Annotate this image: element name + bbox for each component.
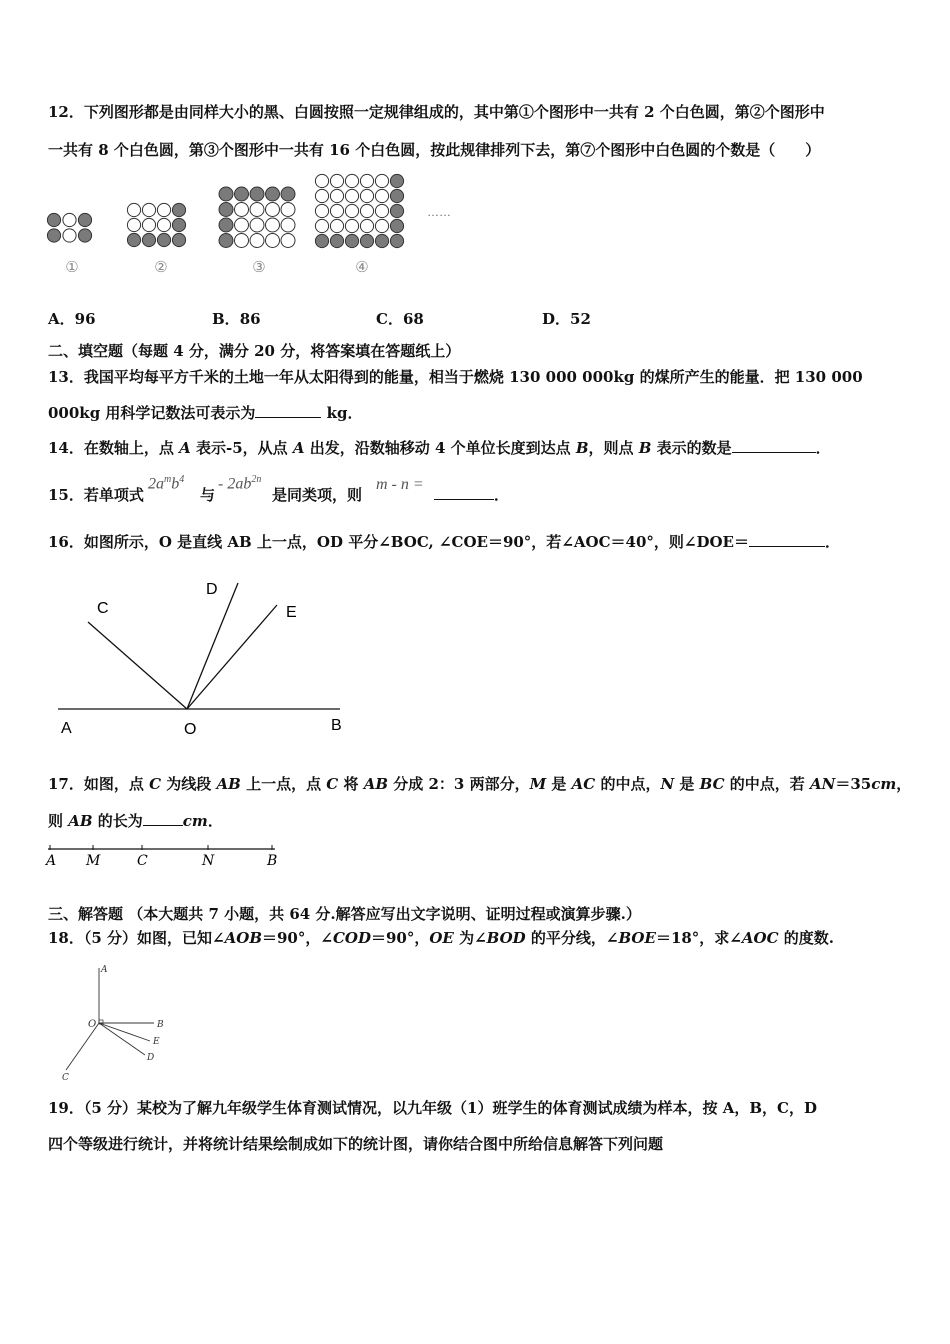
label-e: E [286,604,297,621]
q15-conjunction: 与 [200,486,216,504]
section2-heading: 二、填空题（每题 4 分，满分 20 分，将答案填在答题纸上） [48,342,461,360]
option-a: A．96 [48,310,96,328]
label-o: O [184,721,197,738]
ellipsis: …… [427,205,451,219]
label-a: A [61,720,72,737]
figure-label: ③ [252,259,266,276]
label-a: A [101,965,108,975]
q13-line2: 000kg 用科学记数法可表示为 kg． [48,404,363,422]
label-m: M [86,853,101,869]
q15-answer: ． [434,485,509,505]
label-e: E [153,1037,160,1047]
section3-heading: 三、解答题 （本大题共 7 小题，共 64 分.解答应写出文字说明、证明过程或演算步骤.） [48,905,641,923]
label-o: O [88,1019,97,1030]
q12-line1: 12．下列图形都是由同样大小的黑、白圆按照一定规律组成的，其中第①个图形中一共有 2 个白色圆，第②个图形中 [48,103,825,121]
figure-label: ① [65,259,79,276]
option-d: D．52 [542,310,591,328]
label-d: D [147,1053,155,1063]
q16-text: 16．如图所示，O 是直线 AB 上一点，OD 平分∠BOC, ∠COE＝90°，若∠AOC＝40°，则∠DOE＝ ． [48,533,840,551]
figure-label: ② [154,259,168,276]
label-d: D [206,581,218,598]
q17-line2: 则 AB 的长为 cm． [48,812,223,830]
option-c: C．68 [376,310,424,328]
label-n: N [202,853,215,869]
label-c: C [137,853,148,869]
label-b: B [267,853,278,869]
label-a: A [46,853,57,869]
label-c: C [62,1073,69,1083]
q18-text: 18．（5 分）如图，已知∠AOB＝90°，∠COD＝90°，OE 为∠BOD 的平分线，∠BOE＝18°，求∠AOC 的度数. [48,929,834,947]
q15-prefix: 15．若单项式 [48,486,144,504]
label-b: B [331,717,342,734]
q17-line1: 17．如图，点 C 为线段 AB 上一点，点 C 将 AB 分成 2：3 两部分，M 是 AC 的中点，N 是 BC 的中点，若 AN＝35cm， [48,775,912,793]
q14-text: 14．在数轴上，点 A 表示-5，从点 A 出发，沿数轴移动 4 个单位长度到达点 B，则点 B 表示的数是 ． [48,439,831,457]
label-c: C [97,600,109,617]
q19-line1: 19．（5 分）某校为了解九年级学生体育测试情况，以九年级（1）班学生的体育测试成绩为样本，按 A，B，C，D [48,1099,817,1117]
q19-line2: 四个等级进行统计，并将统计结果绘制成如下的统计图，请你结合图中所给信息解答下列问题 [48,1135,664,1153]
q15-expression: m - n = [376,476,424,493]
figure-label: ④ [355,259,369,276]
q12-line2: 一共有 8 个白色圆，第③个图形中一共有 16 个白色圆，按此规律排列下去，第⑦个图形中白色圆的个数是（ ） [48,141,821,159]
q15-term2: - $2ab^{2n}$ [218,474,262,493]
label-b: B [157,1020,164,1030]
q13-line1: 13．我国平均每平方千米的土地一年从太阳得到的能量，相当于燃烧 130 000 000kg 的煤所产生的能量．把 130 000 [48,368,863,386]
q15-term1: $2a^mb^4$ [148,474,185,493]
option-b: B．86 [212,310,261,328]
q15-middle: 是同类项，则 [272,486,363,504]
